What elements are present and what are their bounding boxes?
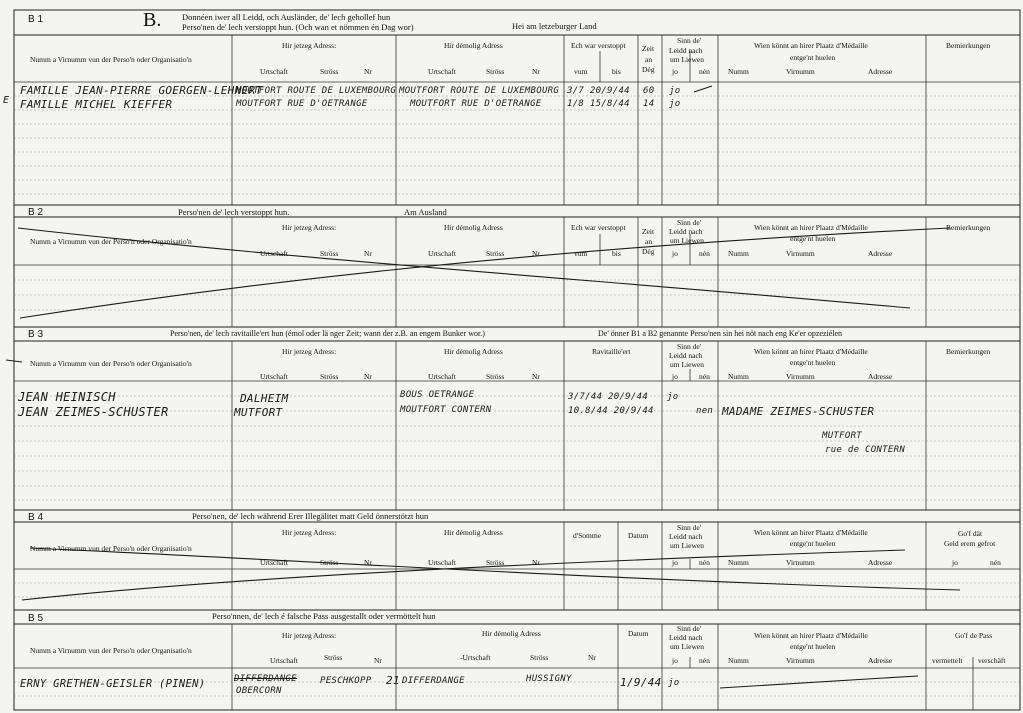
col-header-urtschaft-2: Urtschaft bbox=[428, 67, 456, 76]
col-header-jo-b3: jo bbox=[672, 372, 678, 381]
col-header-nen-b5: nén bbox=[699, 656, 710, 665]
section-label-b1: B 1 bbox=[28, 14, 44, 25]
col-header-virnumm: Virnumm bbox=[786, 67, 815, 76]
col-header-stross-b2-2: Ströss bbox=[486, 249, 505, 258]
col-header-sinn-1: Sinn de' bbox=[677, 36, 702, 45]
col-header-nr-b4-2: Nr bbox=[532, 558, 540, 567]
col-header-wien-2-b4: entge'nt huelen bbox=[790, 539, 836, 548]
col-header-bemierkungen-b3: Bemierkungen bbox=[946, 347, 991, 356]
col-header-hir-demolig-b3: Hir démolig Adress bbox=[444, 347, 503, 356]
col-header-nr-b3: Nr bbox=[364, 372, 372, 381]
col-header-nr: Nr bbox=[364, 67, 372, 76]
b1-row2-dates: 1/8 15/8/44 bbox=[567, 99, 630, 109]
b3-row1-jetzeg: DALHEIM bbox=[240, 392, 289, 405]
col-header-stross-b5: Ströss bbox=[324, 653, 343, 662]
col-header-hir-jetzeg-b2: Hir jetzeg Adress: bbox=[282, 223, 337, 232]
col-header-wien-1-b3: Wien könnt an hirer Plaatz d'Médaille bbox=[754, 347, 868, 356]
b1-row1-days: 60 bbox=[643, 86, 655, 96]
col-header-sinn-3-b5: um Liewen bbox=[670, 642, 704, 651]
section-label-b5: B 5 bbox=[28, 613, 44, 624]
col-header-numm-b4: Numm bbox=[728, 558, 749, 567]
col-header-verstoppt: Ech war verstoppt bbox=[571, 41, 626, 50]
col-header-nr-b5-2: Nr bbox=[588, 653, 596, 662]
b5-row1-nr: 21 bbox=[386, 674, 400, 687]
col-header-urtschaft-b5: Urtschaft bbox=[270, 656, 298, 665]
col-header-sinn-3: um Liewen bbox=[670, 55, 704, 64]
col-header-wien-2-b2: entge'nt huelen bbox=[790, 234, 836, 243]
b3-row1-demolig: BOUS OETRANGE bbox=[400, 390, 475, 400]
col-header-sinn-2-b4: Leidd nach bbox=[669, 532, 703, 541]
col-header-zeit: Zeit bbox=[642, 44, 655, 53]
col-header-bis: bis bbox=[612, 67, 621, 76]
b5-row1-jetzeg: OBERCORN bbox=[236, 686, 282, 696]
col-header-hir-demolig-b2: Hir démolig Adress bbox=[444, 223, 503, 232]
col-header-gof-dat-2: Geld erem gefrot bbox=[944, 539, 996, 548]
col-header-nen-b2: nén bbox=[699, 249, 710, 258]
col-header-nr-b2-2: Nr bbox=[532, 249, 540, 258]
section-title-b5: Perso'nnen, de' lech é falsche Pass ausgestallt oder vermöttelt hun bbox=[212, 611, 436, 621]
b1-row2-jetzeg: MOUTFORT RUE D'OETRANGE bbox=[236, 99, 368, 109]
col-header-stross: Ströss bbox=[320, 67, 339, 76]
col-header-name-b3: Numm a Virnumm vun der Perso'n oder Organisatio'n bbox=[30, 359, 192, 368]
section-subtitle-b3: De' önner B1 a B2 genannte Perso'nen sin hei nöt nach eng Ke'er opzeziélen bbox=[598, 329, 843, 338]
col-header-numm-b5: Numm bbox=[728, 656, 749, 665]
col-header-name-b5: Numm a Virnumm vun der Perso'n oder Organisatio'n bbox=[30, 646, 192, 655]
section-label-b4: B 4 bbox=[28, 512, 44, 523]
b1-row1-jetzeg: MOUTFORT ROUTE DE LUXEMBOURG bbox=[236, 86, 397, 96]
col-header-numm: Numm bbox=[728, 67, 749, 76]
section-subtitle-b2: Am Ausland bbox=[404, 207, 447, 217]
section-label-b3: B 3 bbox=[28, 329, 44, 340]
b1-row2-days: 14 bbox=[643, 99, 655, 109]
col-header-sinn-2-b2: Leidd nach bbox=[669, 227, 703, 236]
col-header-gof-dat-1: Go'f dät bbox=[958, 529, 983, 538]
b3-medal-addr1: MUTFORT bbox=[822, 431, 863, 441]
b3-medal-addr2: rue de CONTERN bbox=[825, 445, 906, 455]
col-header-nen-gefrot: nén bbox=[990, 558, 1001, 567]
col-header-stross-b3-2: Ströss bbox=[486, 372, 505, 381]
col-header-virnumm-b2: Virnumm bbox=[786, 249, 815, 258]
col-header-name-b4: Numm a Virnumm vun der Perso'n oder Organisatio'n bbox=[30, 544, 192, 553]
form-title-line1: Donnéen iwer all Leidd, och Ausländer, de' lech gehollef hun bbox=[182, 12, 391, 22]
col-header-bis-b2: bis bbox=[612, 249, 621, 258]
b3-row1-name: JEAN HEINISCH bbox=[18, 390, 116, 404]
col-header-deg: Dég bbox=[642, 65, 655, 74]
col-header-virnumm-b5: Virnumm bbox=[786, 656, 815, 665]
b5-row1-jo: jo bbox=[668, 678, 680, 688]
col-header-jo-gefrot: jo bbox=[952, 558, 958, 567]
col-header-wien-2: entge'nt huelen bbox=[790, 53, 836, 62]
col-header-numm-b3: Numm bbox=[728, 372, 749, 381]
col-header-name-b2: Numm a Virnumm vun der Perso'n oder Organisatio'n bbox=[30, 237, 192, 246]
b3-row1-jo: jo bbox=[667, 392, 679, 402]
col-header-virnumm-b3: Virnumm bbox=[786, 372, 815, 381]
b1-row1-name: FAMILLE JEAN-PIERRE GOERGEN-LEHNERT bbox=[20, 84, 263, 97]
form-title-line2: Perso'nen de' lech verstoppt hun. (Och wan et nömmen én Dag wor) bbox=[182, 22, 414, 32]
col-header-jo-b5: jo bbox=[672, 656, 678, 665]
col-header-sinn-1-b3: Sinn de' bbox=[677, 342, 702, 351]
col-header-hir-jetzeg-b1: Hir jetzeg Adress: bbox=[282, 41, 337, 50]
col-header-hir-jetzeg-b4: Hir jetzeg Adress: bbox=[282, 528, 337, 537]
b1-row1-jo: jo bbox=[669, 86, 681, 96]
col-header-adresse-b4: Adresse bbox=[868, 558, 893, 567]
col-header-sinn-3-b3: um Liewen bbox=[670, 360, 704, 369]
col-header-stross-b3: Ströss bbox=[320, 372, 339, 381]
col-header-jo-b4: jo bbox=[672, 558, 678, 567]
b1-row1-dates: 3/7 20/9/44 bbox=[567, 86, 630, 96]
col-header-vermettelt: vermettelt bbox=[932, 656, 963, 665]
b3-row2-dates: 10.8/44 20/9/44 bbox=[568, 406, 654, 416]
form-title-line3: Hei am letzeburger Land bbox=[512, 21, 597, 31]
b1-row2-demolig: MOUTFORT RUE D'OETRANGE bbox=[410, 99, 542, 109]
col-header-urtschaft-b2: Urtschaft bbox=[260, 249, 288, 258]
col-header-nen-b3: nén bbox=[699, 372, 710, 381]
col-header-deg-b2: Dég bbox=[642, 247, 655, 256]
col-header-hir-jetzeg-b5: Hir jetzeg Adress: bbox=[282, 631, 337, 640]
col-header-nen-b4: nén bbox=[699, 558, 710, 567]
col-header-urtschaft-b3: Urtschaft bbox=[260, 372, 288, 381]
col-header-datum-b4: Datum bbox=[628, 531, 649, 540]
col-header-datum-b5: Datum bbox=[628, 629, 649, 638]
col-header-urtschaft: Urtschaft bbox=[260, 67, 288, 76]
b5-row1-jetzeg-struck: DIFFERDANGE bbox=[234, 674, 297, 684]
col-header-sinn-3-b4: um Liewen bbox=[670, 541, 704, 550]
col-header-hir-demolig-b1: Hir démolig Adress bbox=[444, 41, 503, 50]
col-header-stross-b2: Ströss bbox=[320, 249, 339, 258]
b3-medal-name: MADAME ZEIMES-SCHUSTER bbox=[722, 405, 875, 418]
col-header-stross-b4-2: Ströss bbox=[486, 558, 505, 567]
col-header-sinn-1-b2: Sinn de' bbox=[677, 218, 702, 227]
col-header-an-b2: an bbox=[645, 237, 653, 246]
col-header-bemierkungen: Bemierkungen bbox=[946, 41, 991, 50]
col-header-adresse-b2: Adresse bbox=[868, 249, 893, 258]
col-header-jo-b2: jo bbox=[672, 249, 678, 258]
col-header-nr-b3-2: Nr bbox=[532, 372, 540, 381]
b3-row2-name: JEAN ZEIMES-SCHUSTER bbox=[18, 405, 169, 419]
col-header-wien-2-b3: entge'nt huelen bbox=[790, 358, 836, 367]
col-header-sinn-3-b2: um Liewen bbox=[670, 236, 704, 245]
col-header-vum-b2: vum bbox=[574, 249, 588, 258]
col-header-nr-b5: Nr bbox=[374, 656, 382, 665]
b1-row2-jo: jo bbox=[669, 99, 681, 109]
col-header-numm-b2: Numm bbox=[728, 249, 749, 258]
col-header-verstoppt-b2: Ech war verstoppt bbox=[571, 223, 626, 232]
col-header-ravitaille: Ravitaille'ert bbox=[592, 347, 631, 356]
col-header-vum: vum bbox=[574, 67, 588, 76]
col-header-wien-1-b5: Wien könnt an hirer Plaatz d'Médaille bbox=[754, 631, 868, 640]
col-header-zeit-b2: Zeit bbox=[642, 227, 655, 236]
section-title-b4: Perso'nen, de' lech während Erer Illegälitet matt Geld önnerstötzt hun bbox=[192, 511, 429, 521]
col-header-hir-demolig-b5: Hir démolig Adress bbox=[482, 629, 541, 638]
col-header-an: an bbox=[645, 55, 653, 64]
col-header-hir-demolig-b4: Hir démolig Adress bbox=[444, 528, 503, 537]
col-header-hir-jetzeg-b3: Hir jetzeg Adress: bbox=[282, 347, 337, 356]
col-header-wien-2-b5: entge'nt huelen bbox=[790, 642, 836, 651]
section-title-b2: Perso'nen de' lech verstoppt hun. bbox=[178, 207, 290, 217]
col-header-name-b1: Numm a Virnumm vun der Perso'n oder Organisatio'n bbox=[30, 55, 192, 64]
col-header-nr-b4: Nr bbox=[364, 558, 372, 567]
b5-row1-street: PESCHKOPP bbox=[320, 676, 372, 686]
section-title-b3: Perso'nen, de' lech ravitaille'ert hun (émol oder lä nger Zeit; wann der z.B. an engem Bunker wor.) bbox=[170, 329, 485, 338]
b5-row1-date: 1/9/44 bbox=[620, 676, 662, 689]
col-header-nen: nén bbox=[699, 67, 710, 76]
col-header-adresse-b5: Adresse bbox=[868, 656, 893, 665]
form-letter: B. bbox=[143, 9, 162, 31]
col-header-wien-1-b2: Wien könnt an hirer Plaatz d'Médaille bbox=[754, 223, 868, 232]
b1-row1-demolig: MOUTFORT ROUTE DE LUXEMBOURG bbox=[399, 86, 560, 96]
col-header-dsomme: d'Somme bbox=[573, 531, 602, 540]
col-header-jo: jo bbox=[672, 67, 678, 76]
col-header-sinn-2-b5: Leidd nach bbox=[669, 633, 703, 642]
col-header-sinn-1-b4: Sinn de' bbox=[677, 523, 702, 532]
col-header-urtschaft-b2-2: Urtschaft bbox=[428, 249, 456, 258]
col-header-nr-b2: Nr bbox=[364, 249, 372, 258]
b3-row2-nen: nen bbox=[696, 406, 714, 416]
col-header-wien-1: Wien könnt an hirer Plaatz d'Médaille bbox=[754, 41, 868, 50]
col-header-gof-pass: Go'f de Pass bbox=[955, 631, 993, 640]
b5-row1-demolig: DIFFERDANGE bbox=[402, 676, 465, 686]
section-label-b2: B 2 bbox=[28, 207, 44, 218]
col-header-urtschaft-b5-2: -Urtschaft bbox=[460, 653, 491, 662]
col-header-adresse: Adresse bbox=[868, 67, 893, 76]
col-header-stross-2: Ströss bbox=[486, 67, 505, 76]
col-header-sinn-1-b5: Sinn de' bbox=[677, 624, 702, 633]
col-header-adresse-b3: Adresse bbox=[868, 372, 893, 381]
b3-row2-jetzeg: MUTFORT bbox=[234, 406, 283, 419]
b1-row2-name: FAMILLE MICHEL KIEFFER bbox=[20, 98, 173, 111]
col-header-wien-1-b4: Wien könnt an hirer Plaatz d'Médaille bbox=[754, 528, 868, 537]
b3-row2-demolig: MOUTFORT CONTERN bbox=[400, 405, 492, 415]
b3-row1-dates: 3/7/44 20/9/44 bbox=[568, 392, 649, 402]
col-header-virnumm-b4: Virnumm bbox=[786, 558, 815, 567]
margin-mark: E bbox=[3, 95, 10, 106]
col-header-urtschaft-b4-2: Urtschaft bbox=[428, 558, 456, 567]
col-header-verschaft: verschäft bbox=[978, 656, 1006, 665]
col-header-nr-2: Nr bbox=[532, 67, 540, 76]
b5-row1-demolig-street: HUSSIGNY bbox=[526, 674, 572, 684]
col-header-stross-b5-2: Ströss bbox=[530, 653, 549, 662]
col-header-sinn-2-b3: Leidd nach bbox=[669, 351, 703, 360]
col-header-stross-b4: Ströss bbox=[320, 558, 339, 567]
col-header-bemierkungen-b2: Bemierkungen bbox=[946, 223, 991, 232]
col-header-urtschaft-b4: Urtschaft bbox=[260, 558, 288, 567]
col-header-urtschaft-b3-2: Urtschaft bbox=[428, 372, 456, 381]
col-header-sinn-2: Leidd nach bbox=[669, 46, 703, 55]
b5-row1-name: ERNY GRETHEN-GEISLER (PINEN) bbox=[20, 678, 206, 690]
